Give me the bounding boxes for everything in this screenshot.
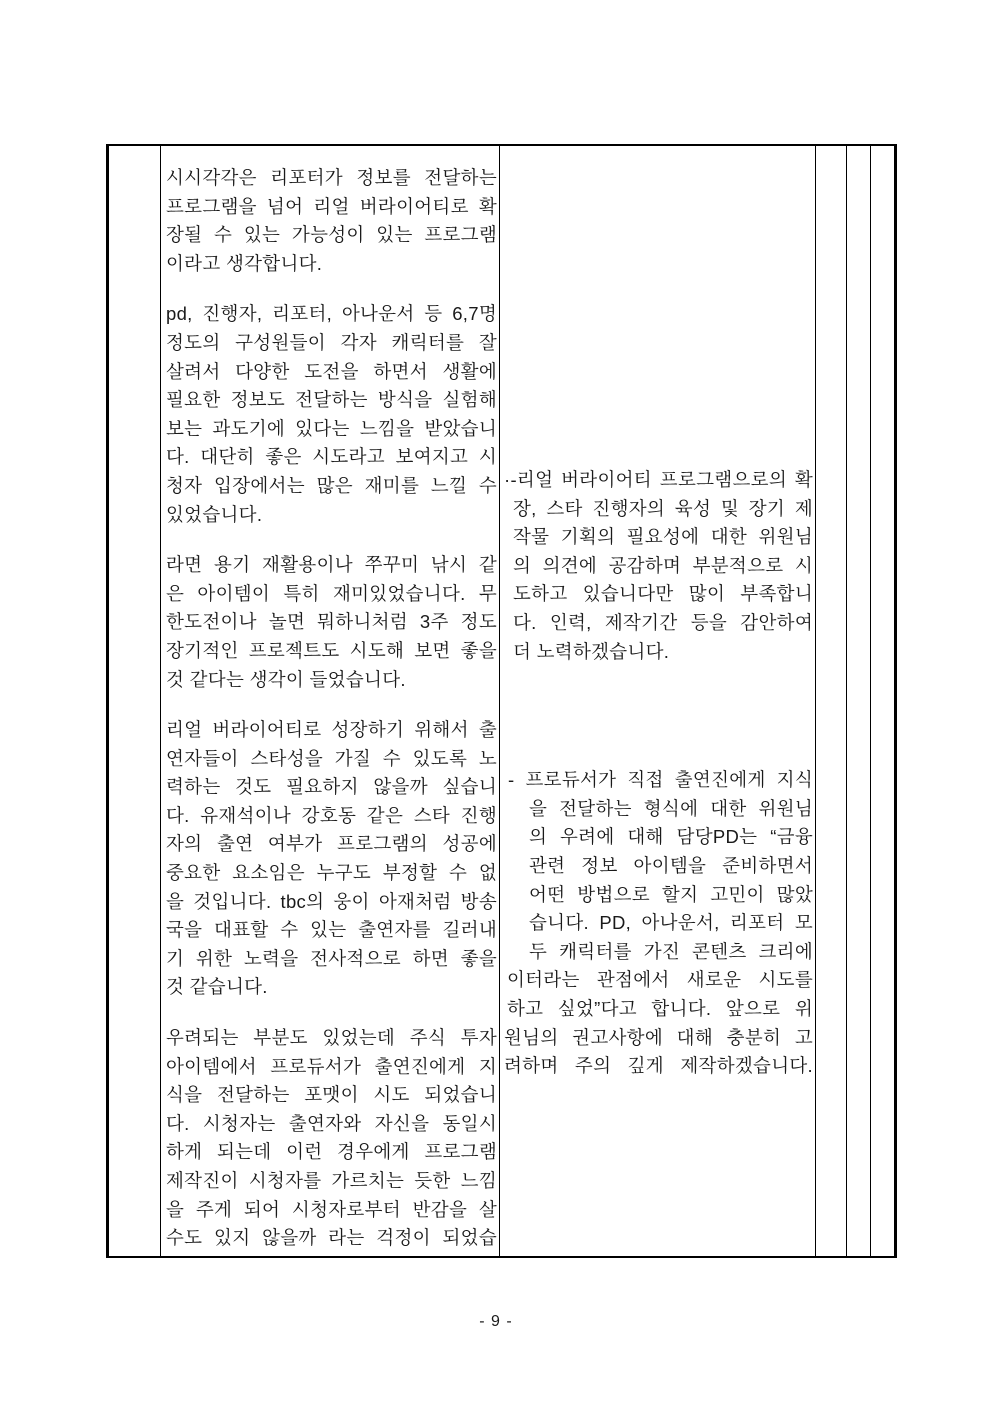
paragraph — [504, 766, 813, 1081]
left-margin-cell — [109, 146, 161, 1256]
text-line: 것 같다는 생각이 들었습니다. — [166, 668, 406, 690]
text-line: 다. 유재석이나 강호동 같은 스타 진행 — [166, 804, 497, 826]
paragraph — [166, 716, 497, 1002]
text-line: 연자들이 스타성을 가질 수 있도록 노 — [166, 747, 497, 769]
text-line: 중요한 요소임은 누구도 부정할 수 없 — [166, 862, 497, 884]
text-line: 장될 수 있는 가능성이 있는 프로그램 — [166, 224, 497, 246]
text-line: 이라고 생각합니다. — [166, 252, 323, 274]
text-line: 다. 대단히 좋은 시도라고 보여지고 시 — [166, 446, 497, 468]
text-line: 필요한 정보도 전달하는 방식을 실험해 — [166, 389, 497, 411]
text-line: 것 같습니다. — [166, 976, 268, 998]
review-table — [106, 144, 897, 1258]
text-line: 하게 되는데 이런 경우에게 프로그램 — [166, 1141, 497, 1163]
text-line: 작물 기획의 필요성에 대한 위원님 — [513, 526, 813, 548]
text-line: 려하며 주의 깊게 제작하겠습니다. — [504, 1055, 813, 1077]
text-line: 정도의 구성원들이 각자 캐릭터를 잘 — [166, 331, 497, 353]
text-line: 리얼 버라이어티로 성장하기 위해서 출 — [166, 719, 497, 741]
text-line: 국을 대표할 수 있는 출연자를 길러내 — [166, 919, 497, 941]
text-line: 시시각각은 리포터가 정보를 전달하는 — [166, 167, 497, 188]
text-line: 프로그램을 넘어 리얼 버라이어티로 확 — [166, 195, 497, 217]
text-line: pd, 진행자, 리포터, 아나운서 등 6,7명 — [166, 303, 497, 325]
text-line: 한도전이나 놀면 뭐하니처럼 3주 정도 — [166, 611, 497, 633]
text-line: 아이템에서 프로듀서가 출연진에게 지 — [166, 1055, 497, 1077]
text-line: 을 전달하는 형식에 대한 위원님 — [529, 797, 813, 819]
text-line: 의 우려에 대해 담당PD는 “금융 — [529, 826, 813, 848]
paragraph — [166, 300, 497, 529]
text-line: 이터라는 관점에서 새로운 시도를 — [507, 969, 813, 991]
text-line: 기 위한 노력을 전사적으로 하면 좋을 — [166, 947, 497, 969]
paragraph — [166, 1024, 497, 1253]
text-line: 어떤 방법으로 할지 고민이 많았 — [529, 883, 813, 905]
paragraph — [166, 164, 497, 278]
text-line: 있었습니다. — [166, 503, 263, 525]
text-line: 다. 시청자는 출연자와 자신을 동일시 — [166, 1112, 497, 1134]
text-line: 제작진이 시청자를 가르치는 듯한 느낌 — [166, 1170, 497, 1191]
paragraph — [504, 466, 813, 666]
text-line: 의 의견에 공감하며 부분적으로 시 — [513, 554, 813, 576]
text-line: 을 것입니다. tbc의 웅이 아재처럼 방송 — [166, 890, 497, 912]
text-line: 원님의 권고사항에 대해 충분히 고 — [504, 1026, 813, 1048]
empty-check-cell-1 — [816, 146, 847, 1256]
text-line: 을 주게 되어 시청자로부터 반감을 살 — [166, 1198, 497, 1220]
text-line: - 프로듀서가 직접 출연진에게 지식 — [508, 769, 813, 791]
text-line: 습니다. PD, 아나운서, 리포터 모 — [529, 912, 813, 934]
committee-opinion-cell — [161, 146, 500, 1256]
text-line: 더 노력하겠습니다. — [513, 640, 670, 662]
text-line: 식을 전달하는 포맷이 시도 되었습니 — [166, 1084, 497, 1106]
text-line: 다. 인력, 제작기간 등을 감안하여 — [513, 611, 813, 633]
text-line: 장, 스타 진행자의 육성 및 장기 제 — [513, 497, 813, 519]
text-line: 장기적인 프로젝트도 시도해 보면 좋을 — [166, 639, 497, 661]
page-number: - 9 - — [479, 1313, 513, 1330]
text-line: ·-리얼 버라이어티 프로그램으로의 확 — [504, 469, 813, 490]
text-line: 라면 용기 재활용이나 쭈꾸미 낚시 같 — [166, 554, 497, 576]
text-line: 살려서 다양한 도전을 하면서 생활에 — [166, 360, 497, 382]
text-line: 력하는 것도 필요하지 않을까 싶습니 — [166, 776, 497, 798]
empty-check-cell-2 — [847, 146, 871, 1256]
text-line: 두 캐릭터를 가진 콘텐츠 크리에 — [529, 940, 813, 962]
text-line: 수도 있지 않을까 라는 걱정이 되었습 — [166, 1227, 497, 1249]
text-line: 자의 출연 여부가 프로그램의 성공에 — [166, 833, 497, 855]
station-response-cell — [500, 146, 816, 1256]
paragraph — [166, 551, 497, 694]
text-line: 보는 과도기에 있다는 느낌을 받았습니 — [166, 417, 497, 439]
text-line: 하고 싶었”다고 합니다. 앞으로 위 — [507, 997, 813, 1019]
text-line: 청자 입장에서는 많은 재미를 느낄 수 — [166, 474, 497, 496]
text-line: 은 아이템이 특히 재미있었습니다. 무 — [166, 582, 497, 604]
text-line: 관련 정보 아이템을 준비하면서 — [529, 854, 813, 876]
text-line: 도하고 있습니다만 많이 부족합니 — [513, 583, 813, 605]
empty-check-cell-3 — [871, 146, 894, 1256]
text-line: 우려되는 부분도 있었는데 주식 투자 — [166, 1027, 497, 1049]
